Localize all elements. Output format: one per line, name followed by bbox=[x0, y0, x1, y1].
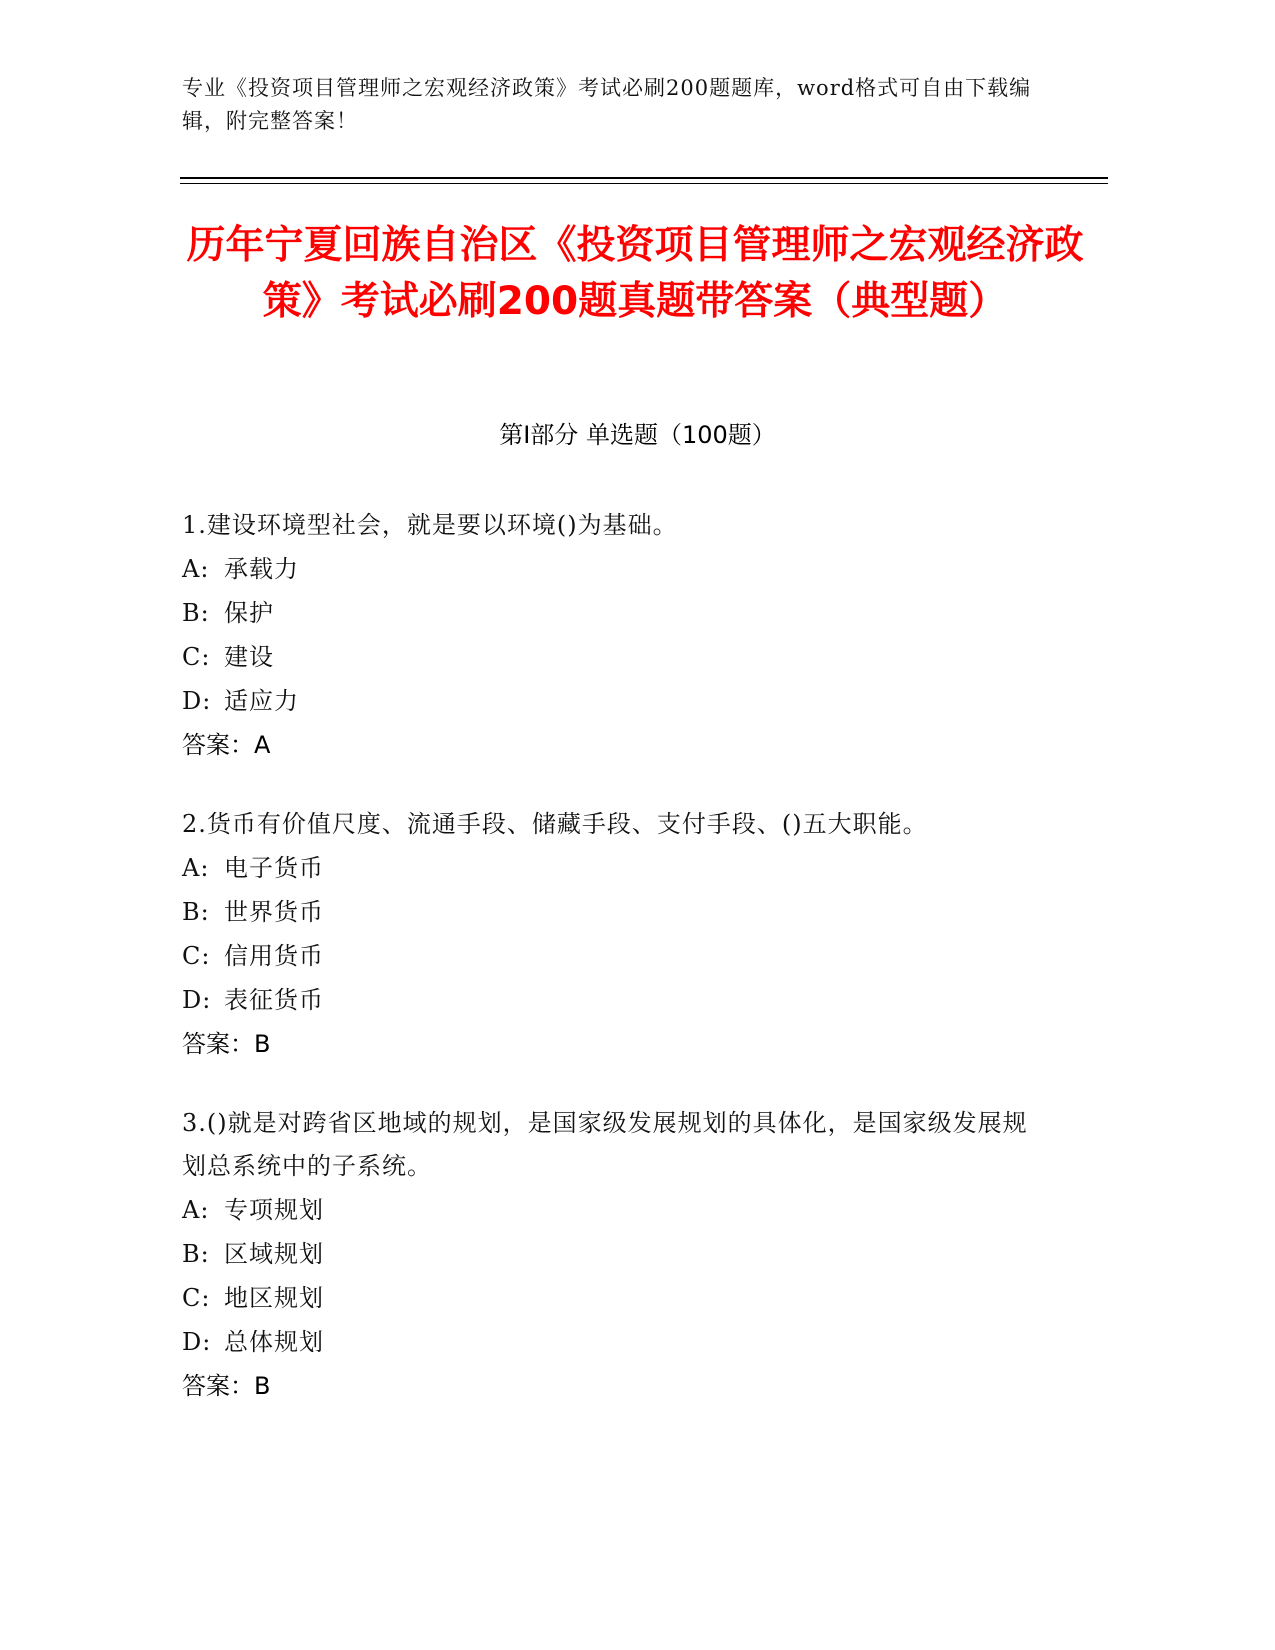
option-key: A: bbox=[182, 1196, 210, 1224]
question-2 bbox=[182, 803, 1052, 1066]
option-key: C: bbox=[182, 643, 211, 671]
section-title: 第I部分 单选题（100题） bbox=[499, 421, 776, 449]
option-text: 总体规划 bbox=[224, 1328, 324, 1356]
option-a bbox=[182, 846, 1052, 890]
option-d bbox=[182, 1320, 1052, 1364]
option-key: C: bbox=[182, 942, 211, 970]
option-a bbox=[182, 547, 1052, 591]
option-c bbox=[182, 1276, 1052, 1320]
option-d bbox=[182, 978, 1052, 1022]
option-text: 专项规划 bbox=[224, 1196, 324, 1224]
option-key: D: bbox=[182, 986, 212, 1014]
option-key: B: bbox=[182, 1240, 210, 1268]
question-stem: 3.()就是对跨省区地域的规划，是国家级发展规划的具体化，是国家级发展规划总系统中的子系统。 bbox=[182, 1109, 1028, 1180]
option-key: B: bbox=[182, 599, 210, 627]
option-c bbox=[182, 934, 1052, 978]
option-text: 适应力 bbox=[224, 687, 299, 715]
option-text: 建设 bbox=[224, 643, 274, 671]
option-key: A: bbox=[182, 854, 210, 882]
question-stem: 2.货币有价值尺度、流通手段、储藏手段、支付手段、()五大职能。 bbox=[182, 810, 928, 838]
option-text: 承载力 bbox=[224, 555, 299, 583]
option-key: D: bbox=[182, 1328, 212, 1356]
question-stem: 1.建设环境型社会，就是要以环境()为基础。 bbox=[182, 511, 678, 539]
option-key: D: bbox=[182, 687, 212, 715]
option-text: 表征货币 bbox=[224, 986, 324, 1014]
answer: 答案：B bbox=[182, 1372, 271, 1400]
option-text: 区域规划 bbox=[224, 1240, 324, 1268]
option-b bbox=[182, 1232, 1052, 1276]
document-title: 历年宁夏回族自治区《投资项目管理师之宏观经济政策》考试必刷200题真题带答案（典型题） bbox=[186, 223, 1084, 324]
option-a bbox=[182, 1188, 1052, 1232]
answer: 答案：B bbox=[182, 1030, 271, 1058]
header-note: 专业《投资项目管理师之宏观经济政策》考试必刷200题题库，word格式可自由下载编辑，附完整答案！ bbox=[182, 76, 1032, 133]
option-c bbox=[182, 635, 1052, 679]
header-divider-thick bbox=[180, 177, 1108, 179]
option-key: B: bbox=[182, 898, 210, 926]
option-text: 电子货币 bbox=[224, 854, 324, 882]
question-1 bbox=[182, 504, 1052, 767]
option-text: 信用货币 bbox=[224, 942, 324, 970]
option-key: C: bbox=[182, 1284, 211, 1312]
option-text: 地区规划 bbox=[224, 1284, 324, 1312]
option-text: 世界货币 bbox=[224, 898, 324, 926]
header-divider-thin bbox=[180, 183, 1108, 184]
question-3 bbox=[182, 1102, 1052, 1408]
option-b bbox=[182, 591, 1052, 635]
option-d bbox=[182, 679, 1052, 723]
question-list bbox=[182, 504, 1052, 1444]
option-text: 保护 bbox=[224, 599, 274, 627]
option-b bbox=[182, 890, 1052, 934]
option-key: A: bbox=[182, 555, 210, 583]
answer: 答案：A bbox=[182, 731, 271, 759]
